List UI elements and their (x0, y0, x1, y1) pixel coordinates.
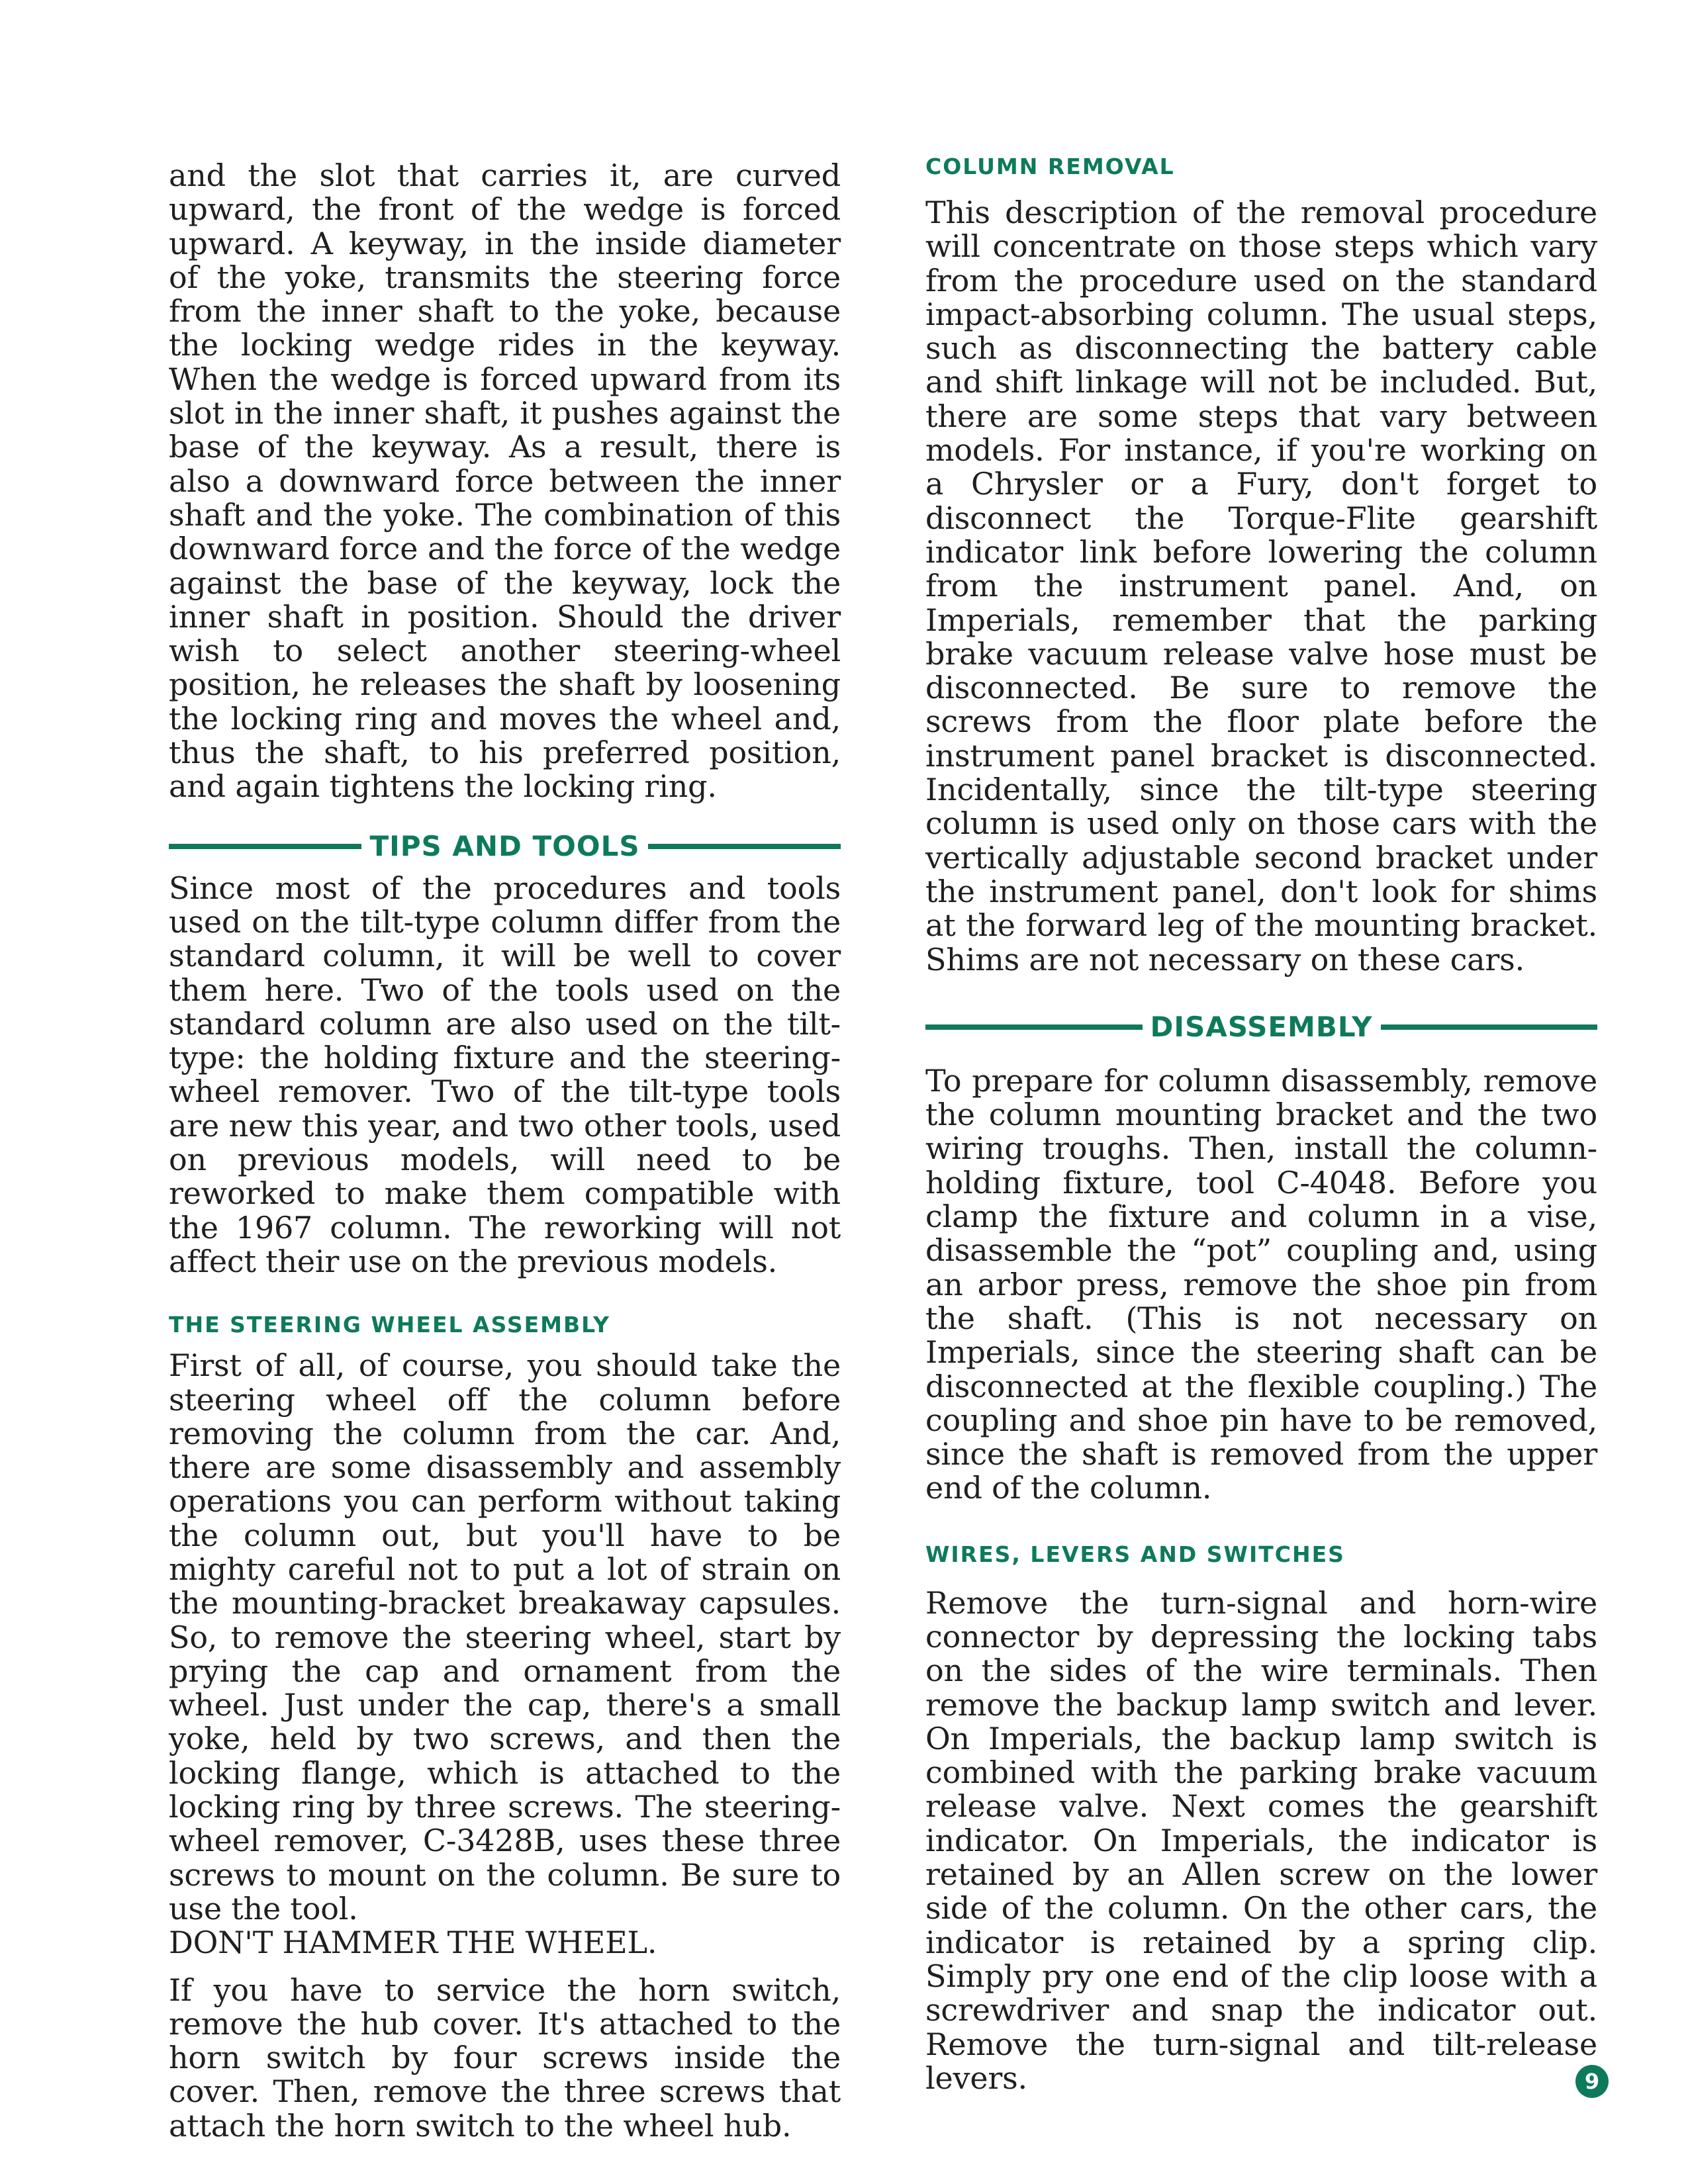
divider-rule (648, 844, 841, 849)
section-heading: DISASSEMBLY (1150, 1011, 1373, 1044)
divider-rule (169, 844, 361, 849)
body-paragraph: First of all, of course, you should take the steering wheel off the column before removing the column from the car. And, there are some disassembly and assembly operations you can perform without taking the column out, but you'll have to be mighty careful not to put a lot of strain on the mounting-bracket breakaway capsules. So, to remove the steering wheel, start by prying the cap and ornament from the wheel. Just under the cap, there's a small yoke, held by two screws, and then the locking flange, which is attached to the locking ring by three screws. The steering-wheel remover, C-3428B, uses these three screws to mount on the column. Be sure to use the tool. (169, 1347, 841, 1927)
subsection-heading: COLUMN REMOVAL (925, 154, 1175, 179)
page-number-badge: 9 (1575, 2065, 1609, 2098)
body-paragraph: Since most of the procedures and tools used on the tilt-type column differ from the standard column, it will be well to cover them here. Two of the tools used on the standard column are also used on the tilt-type: the holding fixture and the steering-wheel remover. Two of the tilt-type tools are new this year, and two other tools, used on previous models, will need to be reworked to make them compatible with the 1967 column. The reworking will not affect their use on the previous models. (169, 870, 841, 1279)
section-heading: TIPS AND TOOLS (369, 830, 640, 863)
body-paragraph: If you have to service the horn switch, remove the hub cover. It's attached to the horn switch by four screws inside the cover. Then, remove the three screws that attach the horn switch to the wheel hub. (169, 1972, 841, 2144)
body-paragraph: This description of the removal procedure will concentrate on those steps which vary from the procedure used on the standard impact-absorbing column. The usual steps, such as disconnecting the battery cable and shift linkage will not be included. But, there are some steps that vary between models. For instance, if you're working on a Chrysler or a Fury, don't forget to disconnect the Torque-Flite gearshift indicator link before lowering the column from the instrument panel. And, on Imperials, remember that the parking brake vacuum release valve hose must be disconnected. Be sure to remove the screws from the floor plate before the instrument panel bracket is disconnected. Incidentally, since the tilt-type steering column is used only on those cars with the vertically adjustable second bracket under the instrument panel, don't look for shims at the forward leg of the mounting bracket. Shims are not necessary on these cars. (925, 195, 1597, 978)
tips-and-tools-header (169, 827, 841, 866)
disassembly-header (925, 1007, 1597, 1047)
subsection-heading: WIRES, LEVERS AND SWITCHES (925, 1541, 1345, 1567)
divider-rule (1381, 1024, 1598, 1030)
left-column (169, 159, 841, 2143)
body-paragraph: Remove the turn-signal and horn-wire connector by depressing the locking tabs on the sides of the wire terminals. Then remove the backup lamp switch and lever. On Imperials, the backup lamp switch is combined with the parking brake vacuum release valve. Next comes the gearshift indicator. On Imperials, the indicator is retained by an Allen screw on the lower side of the column. On the other cars, the indicator is retained by a spring clip. Simply pry one end of the clip loose with a screwdriver and snap the indicator out. Remove the turn-signal and tilt-release levers. (925, 1584, 1597, 2096)
body-paragraph: and the slot that carries it, are curved upward, the front of the wedge is forced upward. A keyway, in the inside diameter of the yoke, transmits the steering force from the inner shaft to the yoke, because the locking wedge rides in the keyway. When the wedge is forced upward from its slot in the inner shaft, it pushes against the base of the keyway. As a result, there is also a downward force between the inner shaft and the yoke. The combination of this downward force and the force of the wedge against the base of the keyway, lock the inner shaft in position. Should the driver wish to select another steering-wheel position, he releases the shaft by loosening the locking ring and moves the wheel and, thus the shaft, to his preferred position, and again tightens the locking ring. (169, 158, 841, 805)
emphasis-line: DON'T HAMMER THE WHEEL. (169, 1925, 657, 1961)
subsection-heading: THE STEERING WHEEL ASSEMBLY (169, 1312, 610, 1338)
body-paragraph: To prepare for column disassembly, remove the column mounting bracket and the two wiring troughs. Then, install the column-holding fixture, tool C-4048. Before you clamp the fixture and column in a vise, disassemble the “pot” coupling and, using an arbor press, remove the shoe pin from the shaft. (This is not necessary on Imperials, since the steering shaft can be disconnected at the flexible coupling.) The coupling and shoe pin have to be removed, since the shaft is removed from the upper end of the column. (925, 1062, 1597, 1506)
right-column (925, 154, 1597, 2096)
divider-rule (925, 1024, 1143, 1030)
